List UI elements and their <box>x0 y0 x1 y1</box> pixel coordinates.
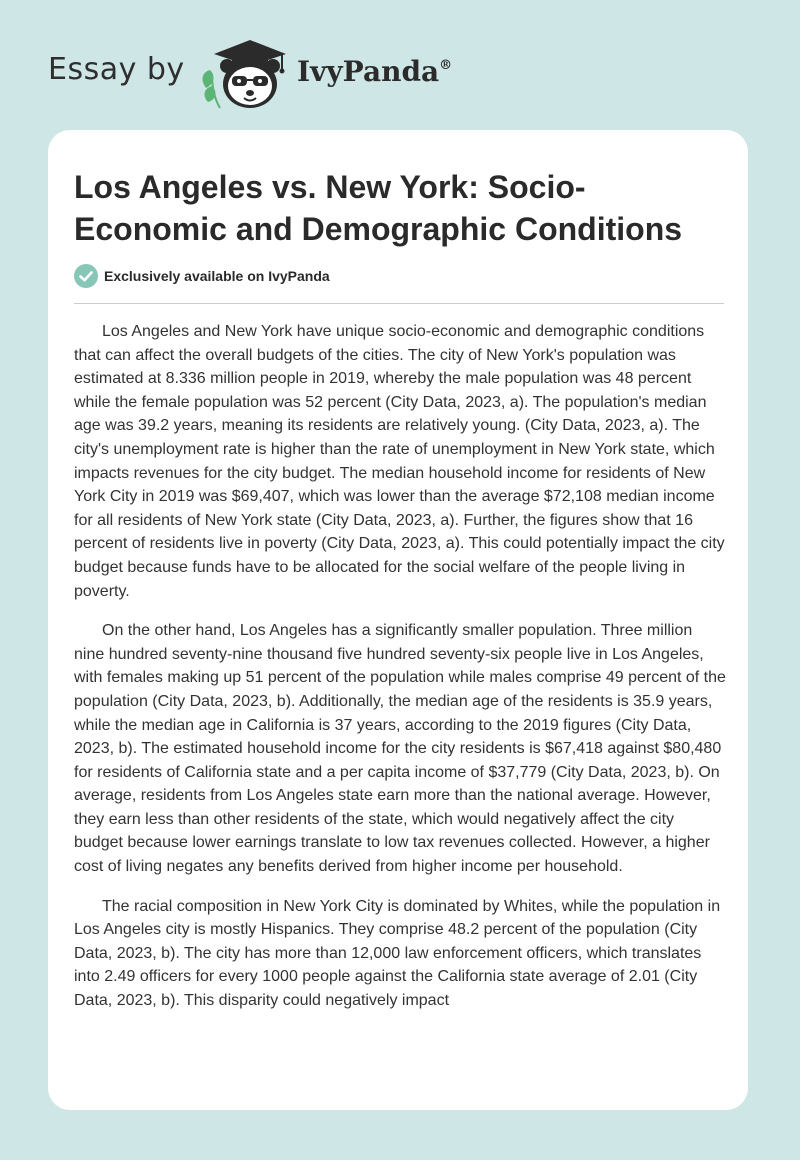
essay-by-label: Essay by <box>48 52 185 87</box>
badge-label: Exclusively available on IvyPanda <box>104 268 330 284</box>
brand-name[interactable] <box>297 55 452 88</box>
paragraph: The racial composition in New York City is dominated by Whites, while the population in Los Angeles city is mostly Hispanics. They comprise 48.2 percent of the population (City Data, 2023, b). The city has more than 12,000 law enforcement officers, which translates into 2.49 officers for every 1000 people against the California state average of 2.01 (City Data, 2023, b). This disparity could negatively impact <box>74 897 721 1010</box>
essay-card <box>48 130 748 1110</box>
ivy-leaf-icon <box>203 70 220 108</box>
paragraph: Los Angeles and New York have unique socio-economic and demographic conditions that can affect the overall budgets of the cities. The city of New York's population was estimated at 8.336 million people in 2019, whereby the male population was 48 percent while the female population was 52 percent (City Data, 2023, a). The population's median age was 39.2 years, meaning its residents are relatively young. (City Data, 2023, a). The city's unemployment rate is higher than the rate of unemployment in New York state, which impacts revenues for the city budget. The median household income for residents of New York City in 2019 was $69,407, which was lower than the average $72,108 median income for all residents of New York state (City Data, 2023, a). Further, the figures show that 16 percent of residents live in poverty (City Data, 2023, a). This could potentially impact the city budget because funds have to be allocated for the social welfare of the people living in poverty. <box>74 323 725 600</box>
site-header <box>0 0 800 128</box>
trademark-symbol: ® <box>439 57 453 73</box>
brand-name-text: IvyPanda <box>297 55 440 88</box>
panda-graduate-icon[interactable] <box>198 36 294 112</box>
exclusive-badge <box>74 264 330 288</box>
divider <box>74 303 724 304</box>
page-title: Los Angeles vs. New York: Socio-Economic and Demographic Conditions <box>74 169 683 247</box>
check-circle-icon <box>74 264 98 288</box>
paragraph: On the other hand, Los Angeles has a significantly smaller population. Three million nine hundred seventy-nine thousand five hundred seventy-six people live in Los Angeles, with females making up 51 percent of the population while males comprise 49 percent of the population (City Data, 2023, b). Additionally, the median age of the residents is 35.9 years, while the median age in California is 37 years, according to the 2019 figures (City Data, 2023, b). The estimated household income for the city residents is $67,418 against $80,480 for residents of California state and a per capita income of $37,779 (City Data, 2023, b). On average, residents from Los Angeles state earn more than the national average. However, they earn less than other residents of the state, which would negatively affect the city budget because lower earnings translate to low tax revenues collected. However, a higher cost of living negates any benefits derived from higher income per household. <box>74 622 726 876</box>
essay-body <box>74 320 726 1029</box>
